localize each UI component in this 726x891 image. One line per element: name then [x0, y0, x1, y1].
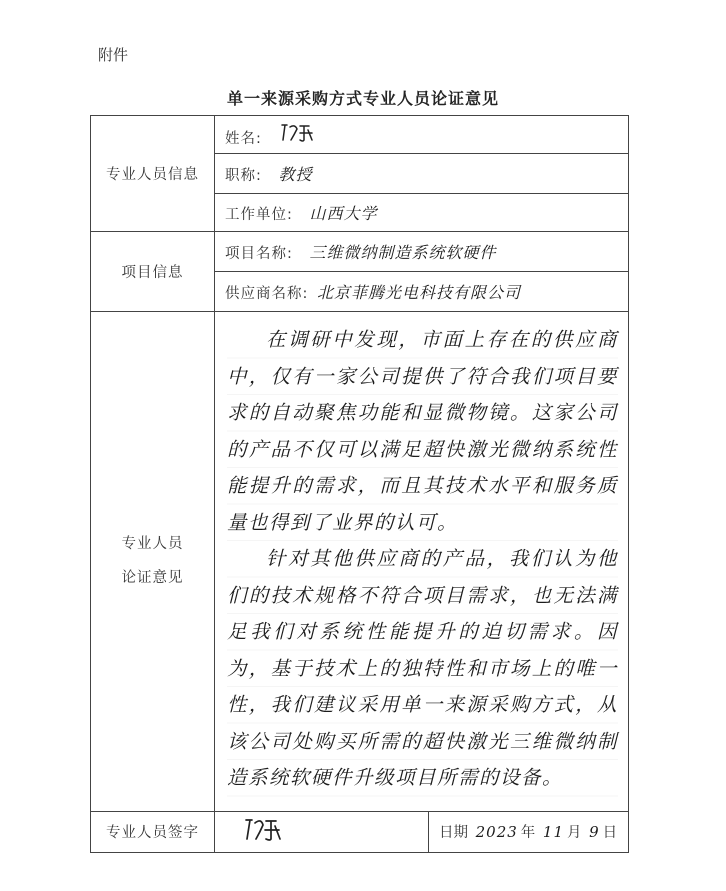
signature-cell: [215, 811, 429, 852]
date-cell: [429, 811, 629, 852]
date-day-suffix: 日: [602, 825, 618, 841]
opinion-label-line2: 论证意见: [121, 570, 184, 587]
opinion-form: [90, 115, 629, 853]
handwritten-signature-mark: [243, 815, 287, 843]
opinion-body: [215, 312, 629, 812]
date-year-suffix: 年: [520, 825, 536, 841]
title-value: 教授: [278, 165, 313, 184]
opinion-label: [91, 312, 215, 812]
project-name-field: [215, 232, 629, 272]
attachment-label: 附件: [98, 46, 129, 64]
signature-row: [91, 811, 629, 852]
handwritten-name-mark: [279, 121, 319, 143]
name-field: [215, 116, 629, 154]
opinion-paragraph-2: 针对其他供应商的产品，我们认为他们的技术规格不符合项目需求，也无法满足我们对系统性能提升的迫切需求。因为，基于技术上的独特性和市场上的唯一性，我们建议采用单一来源采购方式，从该公司处购买所需的超快激光三维微纳制造系统软硬件升级项目所需的设备。: [227, 541, 618, 797]
project-name-value: 三维微纳制造系统软硬件: [309, 243, 497, 262]
project-name-row: [91, 232, 629, 272]
opinion-label-line1: 专业人员: [121, 536, 184, 553]
title-field: [215, 154, 629, 194]
signature-value: [243, 826, 287, 848]
name-label: 姓名:: [225, 131, 262, 147]
title-label: 职称:: [225, 168, 262, 184]
date-year: 2023: [475, 823, 518, 841]
document-title: 单一来源采购方式专业人员论证意见: [226, 89, 499, 108]
supplier-field: [215, 272, 629, 312]
project-info-label: 项目信息: [91, 232, 215, 312]
workplace-field: [215, 194, 629, 232]
workplace-value: 山西大学: [309, 204, 378, 223]
name-value: [279, 128, 319, 147]
project-name-label: 项目名称:: [225, 246, 293, 262]
date-label: 日期: [439, 825, 468, 841]
signature-label: 专业人员签字: [91, 811, 215, 852]
date-month-suffix: 月: [567, 825, 582, 841]
opinion-paragraph-1: 在调研中发现，市面上存在的供应商中，仅有一家公司提供了符合我们项目要求的自动聚焦功能和显微物镜。这家公司的产品不仅可以满足超快激光微纳系统性能提升的需求，而且其技术水平和服务质量也得到了业界的认可。: [227, 322, 618, 541]
name-row: [91, 116, 629, 154]
date-month: 11: [542, 823, 564, 841]
expert-info-label: 专业人员信息: [91, 116, 215, 232]
date-day: 9: [589, 823, 600, 841]
supplier-value: 北京菲腾光电科技有限公司: [317, 283, 522, 302]
workplace-label: 工作单位:: [225, 207, 293, 223]
supplier-label: 供应商名称:: [225, 286, 309, 302]
opinion-row: [91, 312, 629, 812]
